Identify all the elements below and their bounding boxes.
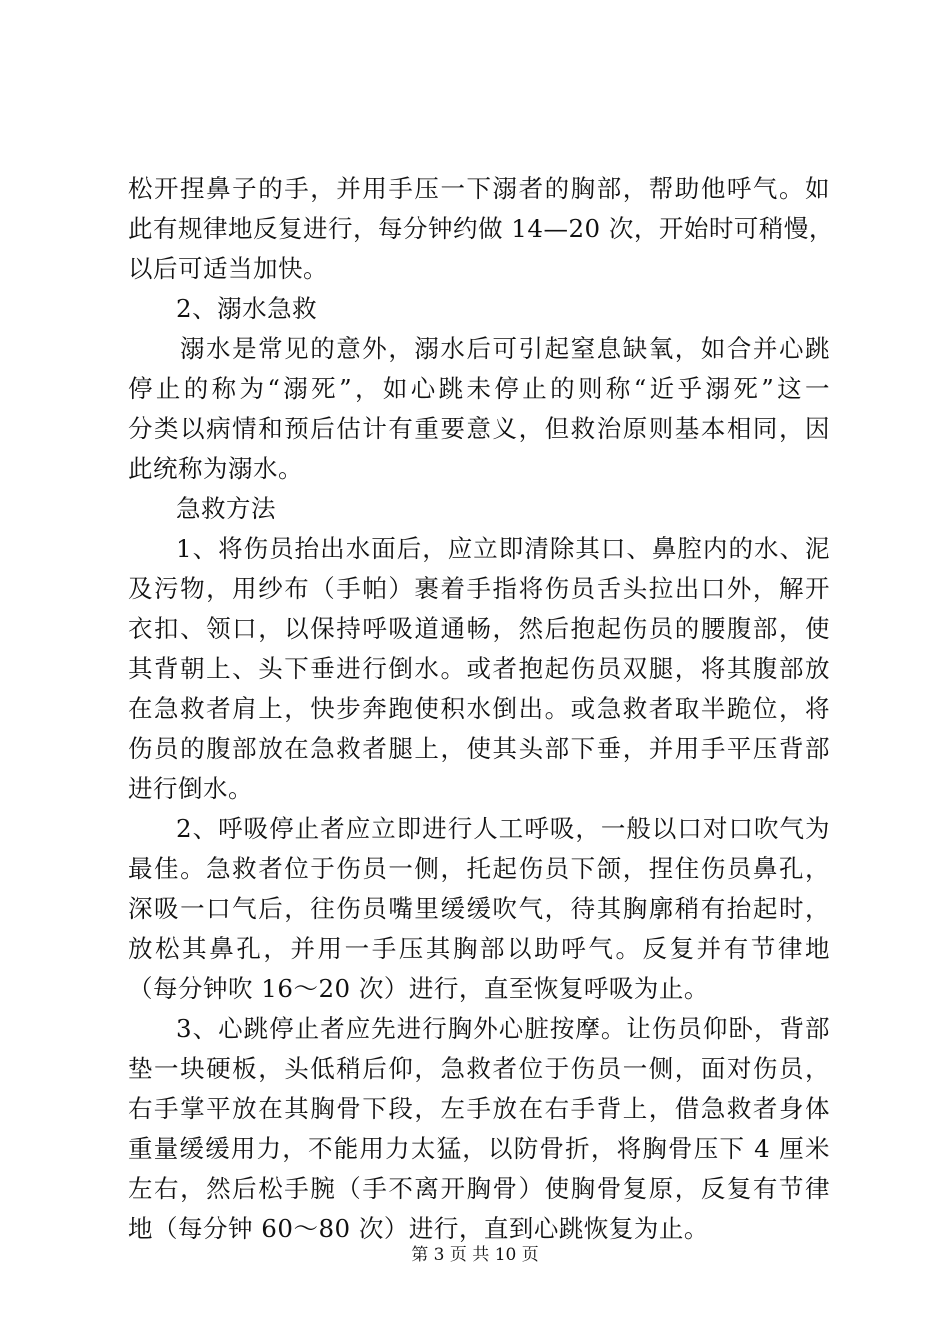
- text-line: 进行倒水。: [128, 774, 253, 803]
- text-line: 以后可适当加快。: [128, 254, 328, 283]
- text-line: 此有规律地反复进行，每分钟约做 14—20 次，开始时可稍慢，: [128, 214, 834, 243]
- text-line: 2、呼吸停止者应立即进行人工呼吸，一般以口对口吹气为: [176, 814, 830, 843]
- text-line: 垫一块硬板，头低稍后仰，急救者位于伤员一侧，面对伤员，: [128, 1054, 830, 1083]
- text-line: 1、将伤员抬出水面后，应立即清除其口、鼻腔内的水、泥: [176, 534, 830, 563]
- text-line: 其背朝上、头下垂进行倒水。或者抱起伤员双腿，将其腹部放: [128, 654, 830, 683]
- text-line: 及污物，用纱布（手帕）裹着手指将伤员舌头拉出口外，解开: [128, 574, 830, 603]
- text-line: 右手掌平放在其胸骨下段，左手放在右手背上，借急救者身体: [128, 1094, 830, 1123]
- text-line: 在急救者肩上，快步奔跑使积水倒出。或急救者取半跪位，将: [128, 694, 830, 723]
- text-line: 重量缓缓用力，不能用力太猛，以防骨折，将胸骨压下 4 厘米: [128, 1134, 830, 1163]
- text-line: 溺水是常见的意外，溺水后可引起窒息缺氧，如合并心跳: [180, 334, 830, 363]
- text-line: 衣扣、领口，以保持呼吸道通畅，然后抱起伤员的腰腹部，使: [128, 614, 830, 643]
- section-heading: 急救方法: [176, 494, 276, 523]
- page-footer: 第 3 页 共 10 页: [411, 1245, 539, 1265]
- text-line: 放松其鼻孔，并用一手压其胸部以助呼气。反复并有节律地: [128, 934, 830, 963]
- section-heading: 2、溺水急救: [176, 294, 318, 323]
- text-line: 停止的称为“溺死”，如心跳未停止的则称“近乎溺死”这一: [128, 374, 830, 403]
- text-line: 最佳。急救者位于伤员一侧，托起伤员下颌，捏住伤员鼻孔，: [128, 854, 830, 883]
- text-line: 松开捏鼻子的手，并用手压一下溺者的胸部，帮助他呼气。如: [128, 174, 830, 203]
- text-line: 伤员的腹部放在急救者腿上，使其头部下垂，并用手平压背部: [128, 734, 830, 763]
- text-line: 3、心跳停止者应先进行胸外心脏按摩。让伤员仰卧，背部: [176, 1014, 830, 1043]
- text-line: （每分钟吹 16～20 次）进行，直至恢复呼吸为止。: [128, 974, 709, 1003]
- text-line: 分类以病情和预后估计有重要意义，但救治原则基本相同，因: [128, 414, 830, 443]
- text-line: 深吸一口气后，往伤员嘴里缓缓吹气，待其胸廓稍有抬起时，: [128, 894, 830, 923]
- text-line: 此统称为溺水。: [128, 454, 303, 483]
- text-line: 左右，然后松手腕（手不离开胸骨）使胸骨复原，反复有节律: [128, 1174, 830, 1203]
- text-line: 地（每分钟 60～80 次）进行，直到心跳恢复为止。: [128, 1214, 709, 1243]
